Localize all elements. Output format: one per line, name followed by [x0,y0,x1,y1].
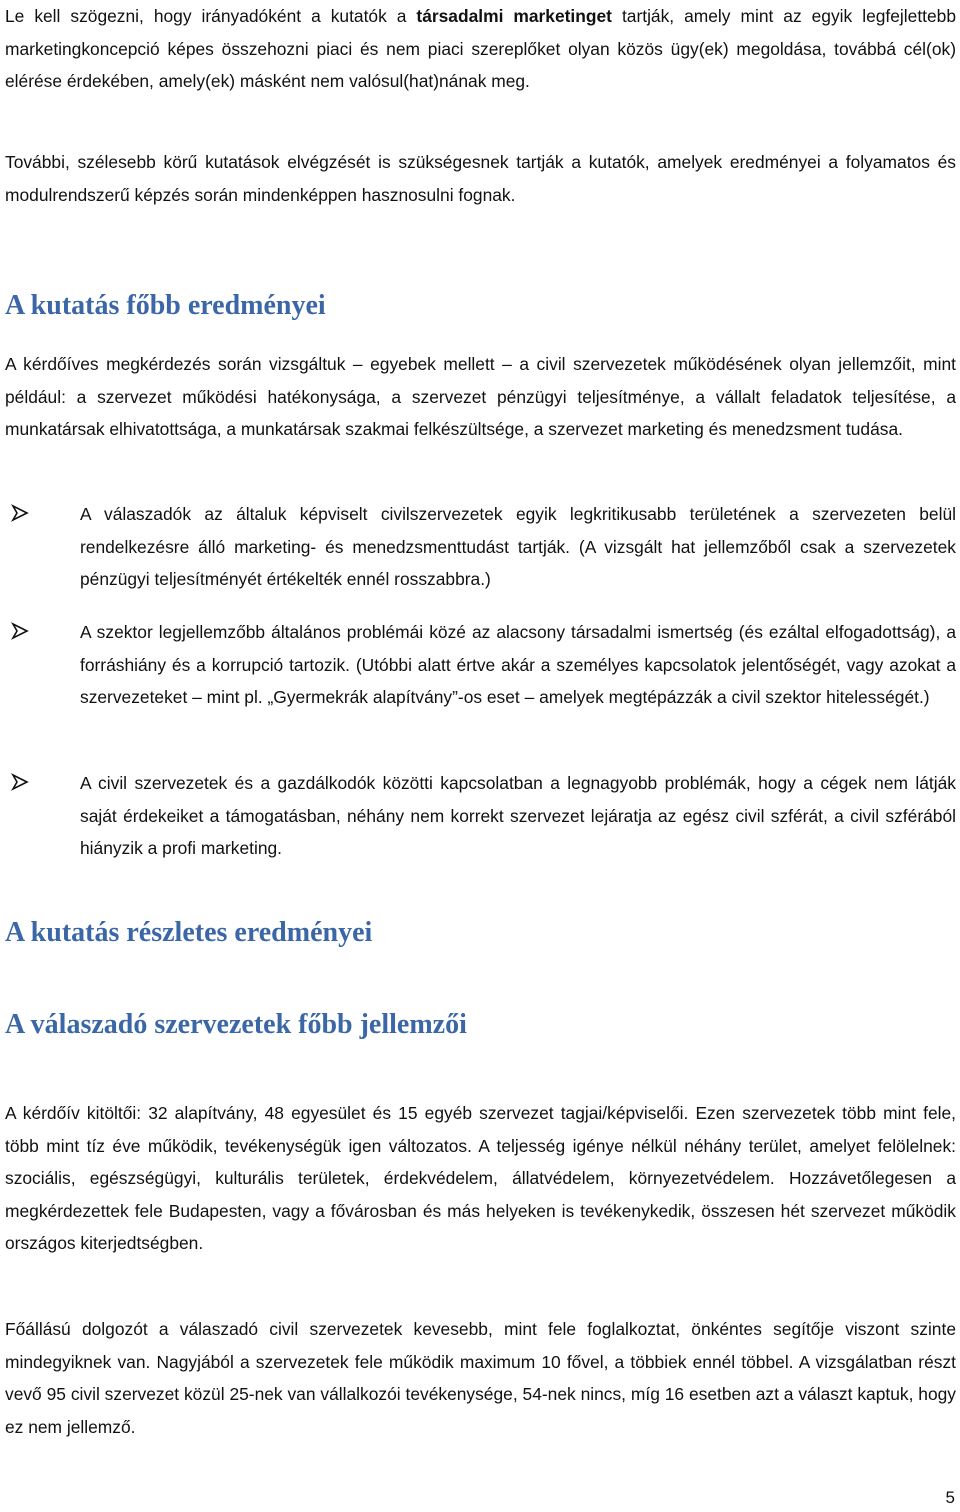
bullet-item-1: A válaszadók az általuk képviselt civilszervezetek egyik legkritikusabb területének a szervezeten belül rendelkezésre álló marketing- és menedzsmenttudást tartják. (A vizsgált hat jellemzőből csak a szervezetek pénzügyi teljesítményét értékelték ennél rosszabbra.) [80,504,956,589]
subsection-heading-respondent-characteristics: A válaszadó szervezetek főbb jellemzői [5,1009,467,1040]
intro-paragraph-1 [5,0,956,98]
section-heading-main-results: A kutatás főbb eredményei [5,290,326,321]
arrowhead-bullet-icon [10,772,30,792]
section1-intro-paragraph: A kérdőíves megkérdezés során vizsgáltuk – egyebek mellett – a civil szervezetek működésének olyan jellemzőit, mint például: a szervezet működési hatékonysága, a szervezet pénzügyi teljesítménye, a vállalt feladatok teljesítése, a munkatársak elhivatottsága, a munkatársak szakmai felkészültsége, a szervezet marketing és menedzsment tudása. [5,354,956,439]
arrowhead-bullet-icon [10,503,30,523]
intro-p1-text-before: Le kell szögezni, hogy irányadóként a kutatók a [5,6,417,26]
intro-p1-text-after: tartják, amely mint az egyik legfejlettebb marketingkoncepció képes összehozni piaci és nem piaci szereplőket olyan közös ügy(ek) megoldása, továbbá cél(ok) elérése érdekében, amely(ek) másként nem valósul(hat)nának meg. [5,6,957,91]
intro-paragraph-2: További, szélesebb körű kutatások elvégzését is szükségesnek tartják a kutatók, amelyek eredményei a folyamatos és modulrendszerű képzés során mindenképpen hasznosulni fognak. [5,152,956,205]
arrowhead-bullet-icon [10,621,30,641]
section3-paragraph-1: A kérdőív kitöltői: 32 alapítvány, 48 egyesület és 15 egyéb szervezet tagjai/képviselői. Ezen szervezetek több mint fele, több mint tíz éve működik, tevékenységük igen változatos. A teljesség igénye nélkül néhány terület, amelyet felölelnek: szociális, egészségügyi, kulturális területek, érdekvédelem, állatvédelem, környezetvédelem. Hozzávetőlegesen a megkérdezettek fele Budapesten, vagy a fővárosban és más helyeken is tevékenykedik, összesen hét szervezet működik országos kiterjedtségben. [5,1103,956,1253]
bullet-item-3: A civil szervezetek és a gazdálkodók közötti kapcsolatban a legnagyobb problémák, hogy a cégek nem látják saját érdekeiket a támogatásban, néhány nem korrekt szervezet lejáratja az egész civil szférát, a civil szférából hiányzik a profi marketing. [80,773,956,858]
section3-paragraph-2: Főállású dolgozót a válaszadó civil szervezetek kevesebb, mint fele foglalkoztat, önkéntes segítője viszont szinte mindegyiknek van. Nagyjából a szervezetek fele működik maximum 10 fővel, a többiek ennél többel. A vizsgálatban részt vevő 95 civil szervezet közül 25-nek van vállalkozói tevékenysége, 54-nek nincs, míg 16 esetben azt a választ kaptuk, hogy ez nem jellemző. [5,1319,956,1437]
intro-p1-bold-term: társadalmi marketinget [416,6,612,26]
page-number: 5 [945,1488,955,1507]
section-heading-detailed-results: A kutatás részletes eredményei [5,917,373,948]
bullet-item-2: A szektor legjellemzőbb általános problémái közé az alacsony társadalmi ismertség (és ezáltal elfogadottság), a forráshiány és a korrupció tartozik. (Utóbbi alatt értve akár a személyes kapcsolatok jelentőségét, vagy azokat a szervezeteket – mint pl. „Gyermekrák alapítvány”-os eset – amelyek megtépázzák a civil szektor hitelességét.) [80,622,956,707]
